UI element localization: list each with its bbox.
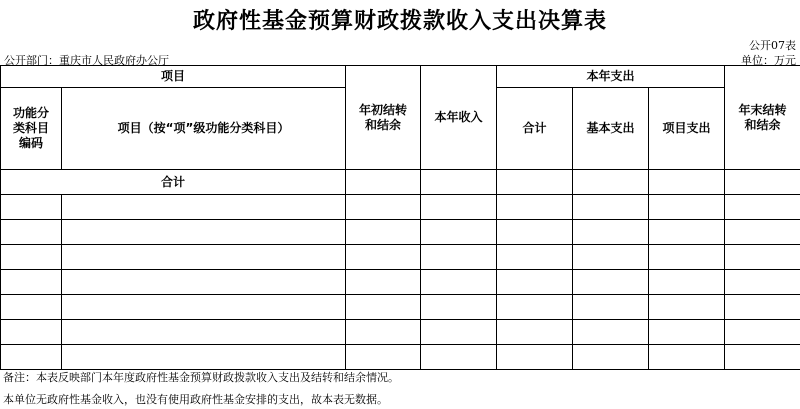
table-cell bbox=[573, 295, 649, 320]
table-cell bbox=[421, 170, 497, 195]
table-cell bbox=[497, 295, 573, 320]
table-cell bbox=[421, 245, 497, 270]
table-cell bbox=[649, 245, 725, 270]
header-func-code-text: 功能分类科目编码 bbox=[12, 106, 49, 150]
table-cell bbox=[497, 320, 573, 345]
table-cell bbox=[649, 170, 725, 195]
table-cell bbox=[725, 220, 800, 245]
table-cell bbox=[346, 245, 421, 270]
table-cell bbox=[62, 320, 346, 345]
table-cell bbox=[346, 270, 421, 295]
table-cell bbox=[649, 320, 725, 345]
table-cell bbox=[1, 270, 62, 295]
table-cell bbox=[346, 345, 421, 370]
table-cell bbox=[62, 270, 346, 295]
table-cell bbox=[1, 195, 62, 220]
table-cell bbox=[497, 345, 573, 370]
header-exp-basic: 基本支出 bbox=[573, 88, 649, 170]
header-row-1 bbox=[1, 66, 800, 88]
table-cell bbox=[1, 320, 62, 345]
table-cell bbox=[421, 220, 497, 245]
table-cell bbox=[497, 170, 573, 195]
table-cell bbox=[573, 320, 649, 345]
table-cell bbox=[421, 345, 497, 370]
table-cell bbox=[649, 195, 725, 220]
unit-label: 单位：万元 bbox=[741, 54, 796, 67]
note-no-data: 本单位无政府性基金收入，也没有使用政府性基金安排的支出，故本表无数据。 bbox=[3, 393, 388, 406]
table-cell bbox=[497, 195, 573, 220]
table-cell bbox=[421, 320, 497, 345]
header-closing-balance bbox=[725, 66, 800, 170]
table-cell bbox=[725, 270, 800, 295]
header-item-detail: 项目（按“项”级功能分类科目） bbox=[62, 88, 346, 170]
header-opening-balance-text: 年初结转和结余 bbox=[359, 102, 408, 132]
header-item: 项目 bbox=[1, 66, 346, 88]
department-label: 公开部门：重庆市人民政府办公厅 bbox=[4, 54, 169, 67]
form-code: 公开07表 bbox=[749, 39, 796, 52]
header-exp-total: 合计 bbox=[497, 88, 573, 170]
table-cell bbox=[346, 320, 421, 345]
table-cell bbox=[725, 320, 800, 345]
table-cell bbox=[1, 345, 62, 370]
table-cell bbox=[1, 220, 62, 245]
table-cell bbox=[346, 220, 421, 245]
table-cell bbox=[573, 270, 649, 295]
table-cell bbox=[346, 170, 421, 195]
table-cell bbox=[62, 195, 346, 220]
table-cell bbox=[725, 245, 800, 270]
table-cell bbox=[497, 270, 573, 295]
table-cell bbox=[497, 220, 573, 245]
table-cell bbox=[649, 270, 725, 295]
table-cell bbox=[62, 345, 346, 370]
note-remark: 备注：本表反映部门本年度政府性基金预算财政拨款收入支出及结转和结余情况。 bbox=[3, 371, 399, 384]
total-row-label: 合计 bbox=[1, 170, 346, 195]
table-cell bbox=[649, 295, 725, 320]
table-cell bbox=[649, 220, 725, 245]
page-title: 政府性基金预算财政拨款收入支出决算表 bbox=[192, 9, 607, 34]
table-row bbox=[1, 270, 800, 295]
table-cell bbox=[725, 295, 800, 320]
table-row bbox=[1, 320, 800, 345]
header-opening-balance bbox=[346, 66, 421, 170]
header-exp-project: 项目支出 bbox=[649, 88, 725, 170]
table-cell bbox=[62, 220, 346, 245]
table-cell bbox=[346, 295, 421, 320]
table-cell bbox=[573, 170, 649, 195]
table-row bbox=[1, 295, 800, 320]
table-cell bbox=[1, 245, 62, 270]
table-row bbox=[1, 195, 800, 220]
table-cell bbox=[649, 345, 725, 370]
table-cell bbox=[497, 245, 573, 270]
table-cell bbox=[573, 245, 649, 270]
header-func-code bbox=[1, 88, 62, 170]
table-cell bbox=[1, 295, 62, 320]
header-expenditure: 本年支出 bbox=[497, 66, 725, 88]
header-income: 本年收入 bbox=[421, 66, 497, 170]
header-closing-balance-text: 年末结转和结余 bbox=[738, 102, 787, 132]
table-cell bbox=[725, 170, 800, 195]
table-cell bbox=[62, 245, 346, 270]
table-row bbox=[1, 245, 800, 270]
total-row bbox=[1, 170, 800, 195]
table-cell bbox=[346, 195, 421, 220]
table-row bbox=[1, 345, 800, 370]
table-cell bbox=[573, 345, 649, 370]
table-cell bbox=[725, 195, 800, 220]
budget-table bbox=[0, 65, 800, 370]
table-cell bbox=[421, 270, 497, 295]
table-cell bbox=[62, 295, 346, 320]
table-cell bbox=[421, 195, 497, 220]
table-cell bbox=[421, 295, 497, 320]
table-cell bbox=[725, 345, 800, 370]
table-cell bbox=[573, 195, 649, 220]
table-cell bbox=[573, 220, 649, 245]
table-row bbox=[1, 220, 800, 245]
